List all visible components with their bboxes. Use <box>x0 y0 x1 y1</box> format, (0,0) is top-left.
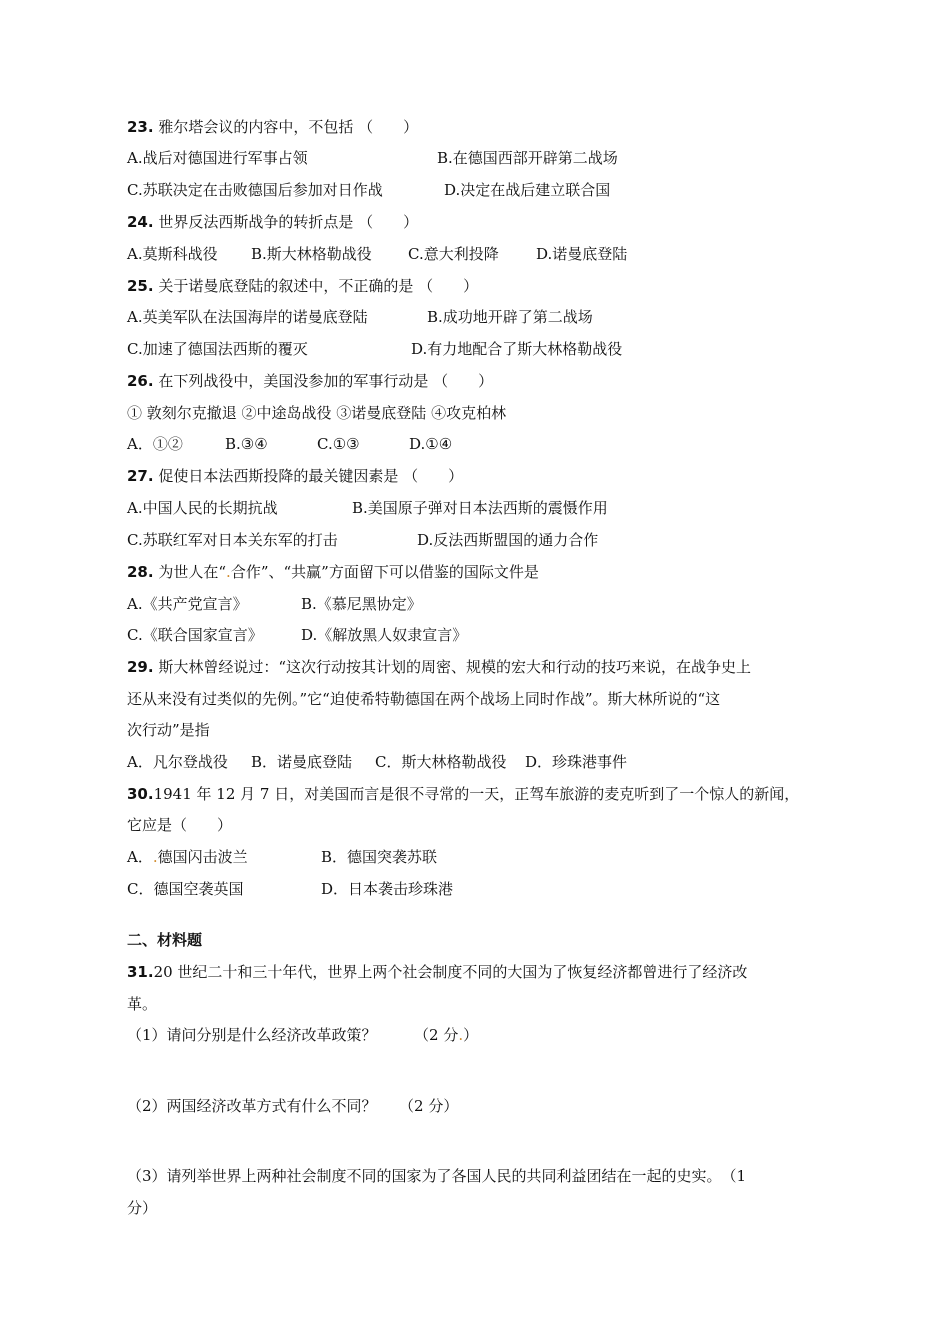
option-a-text: 德国闪击波兰 <box>157 848 248 866</box>
section-heading: 二、材料题 <box>127 931 203 949</box>
option-a: A.英美军队在法国海岸的诺曼底登陆 <box>127 308 368 326</box>
question-27-options-cd <box>127 530 598 550</box>
question-number: 27. <box>127 467 154 485</box>
option-b: B.③④ <box>225 435 268 453</box>
question-28-stem <box>127 562 539 582</box>
question-number: 24. <box>127 213 154 231</box>
question-number: 26. <box>127 372 154 390</box>
question-text: 促使日本法西斯投降的最关键因素是 （ ） <box>158 467 464 485</box>
option-a: A．凡尔登战役 <box>127 753 228 771</box>
option-d: D.反法西斯盟国的通力合作 <box>417 531 599 549</box>
question-25-options-cd <box>127 339 622 359</box>
question-text-start: 为世人在“ <box>158 563 227 581</box>
question-31-sub-3-line-1: （3）请列举世界上两种社会制度不同的国家为了各国人民的共同利益团结在一起的史实。 （1 <box>127 1167 747 1185</box>
option-b: B.成功地开辟了第二战场 <box>427 308 593 326</box>
option-a: A.战后对德国进行军事占领 <box>127 149 308 167</box>
sub-question-text: （1）请问分别是什么经济改革政策？ （2 分 <box>127 1026 459 1044</box>
question-text: 1941 年 12 月 7 日，对美国而言是很不寻常的一天，正驾车旅游的麦克听到了一个惊人的新闻， <box>153 785 800 803</box>
option-c: C．德国空袭英国 <box>127 880 244 898</box>
question-text: 20 世纪二十和三十年代，世界上两个社会制度不同的大国为了恢复经济都曾进行了经济改 <box>153 963 748 981</box>
question-number: 31. <box>127 963 154 981</box>
option-d: D.有力地配合了斯大林格勒战役 <box>411 340 623 358</box>
question-31-sub-2: （2）两国经济改革方式有什么不同？ （2 分） <box>127 1097 459 1115</box>
option-c: C.《联合国家宣言》 <box>127 626 263 644</box>
question-29-stem-line-2: 还从来没有过类似的先例。”它“迫使希特勒德国在两个战场上同时作战”。斯大林所说的“这 <box>127 690 721 708</box>
option-a: A.中国人民的长期抗战 <box>127 499 278 517</box>
option-c: C．斯大林格勒战役 <box>375 753 507 771</box>
question-31-sub-3-line-2: 分） <box>127 1199 158 1217</box>
question-30-options-cd <box>127 879 453 899</box>
question-28-options-ab <box>127 594 422 614</box>
question-30-options-ab <box>127 847 437 867</box>
option-d: D.决定在战后建立联合国 <box>444 181 611 199</box>
question-23-stem <box>127 117 418 137</box>
question-text-end: 合作”、“共赢”方面留下可以借鉴的国际文件是 <box>230 563 539 581</box>
question-24-options <box>127 244 627 264</box>
option-a: A.莫斯科战役 <box>127 245 218 263</box>
question-number: 30. <box>127 785 154 803</box>
question-text: 雅尔塔会议的内容中，不包括 （ ） <box>158 118 419 136</box>
option-b: B.在德国西部开辟第二战场 <box>437 149 618 167</box>
question-text: 斯大林曾经说过：“这次行动按其计划的周密、规模的宏大和行动的技巧来说，在战争史上 <box>158 658 752 676</box>
question-31-sub-1 <box>127 1025 478 1045</box>
question-25-options-ab <box>127 307 593 327</box>
option-d: D.《解放黑人奴隶宣言》 <box>301 626 468 644</box>
question-28-options-cd <box>127 625 467 645</box>
question-29-stem-line-1 <box>127 657 751 677</box>
question-number: 25. <box>127 277 154 295</box>
stray-dot-mark: . <box>152 848 158 866</box>
option-a <box>127 847 321 867</box>
stray-dot-mark: . <box>458 1026 464 1044</box>
question-23-options-ab <box>127 148 618 168</box>
question-27-options-ab <box>127 498 608 518</box>
question-26-options <box>127 434 452 454</box>
question-number: 23. <box>127 118 154 136</box>
question-30-stem-line-2: 它应是（ ） <box>127 816 233 834</box>
option-b: B.《慕尼黑协定》 <box>301 595 422 613</box>
option-c: C.意大利投降 <box>408 245 499 263</box>
option-a: A．①② <box>127 435 183 453</box>
question-number: 29. <box>127 658 154 676</box>
option-d: D.诺曼底登陆 <box>536 245 628 263</box>
sub-question-end: ） <box>463 1026 479 1044</box>
question-29-options <box>127 752 627 772</box>
question-29-stem-line-3: 次行动”是指 <box>127 721 210 739</box>
question-26-stem <box>127 371 493 391</box>
option-b: B.美国原子弹对日本法西斯的震慑作用 <box>352 499 608 517</box>
option-b: B.斯大林格勒战役 <box>251 245 372 263</box>
option-c: C.苏联决定在击败德国后参加对日作战 <box>127 181 383 199</box>
question-23-options-cd <box>127 180 610 200</box>
question-25-stem <box>127 276 478 296</box>
question-24-stem <box>127 212 418 232</box>
question-text: 在下列战役中，美国没参加的军事行动是 （ ） <box>158 372 494 390</box>
option-d: D．珍珠港事件 <box>525 753 628 771</box>
question-text: 世界反法西斯战争的转折点是 （ ） <box>158 213 419 231</box>
option-c: C.①③ <box>317 435 360 453</box>
option-d: D.①④ <box>409 435 453 453</box>
option-b: B．诺曼底登陆 <box>251 753 353 771</box>
option-b: B．德国突袭苏联 <box>321 848 438 866</box>
question-text: 关于诺曼底登陆的叙述中，不正确的是 （ ） <box>158 277 479 295</box>
option-c: C.苏联红军对日本关东军的打击 <box>127 531 338 549</box>
question-30-stem-line-1 <box>127 784 799 804</box>
option-a: A.《共产党宣言》 <box>127 595 248 613</box>
option-a-prefix: A． <box>127 848 153 866</box>
stray-dot-mark: . <box>226 563 231 581</box>
question-number: 28. <box>127 563 154 581</box>
option-d: D．日本袭击珍珠港 <box>321 880 454 898</box>
question-31-stem-line-1 <box>127 962 747 982</box>
question-31-stem-line-2: 革。 <box>127 995 158 1013</box>
question-27-stem <box>127 466 463 486</box>
question-26-items: ① 敦刻尔克撤退 ②中途岛战役 ③诺曼底登陆 ④攻克柏林 <box>127 404 507 422</box>
option-c: C.加速了德国法西斯的覆灭 <box>127 340 308 358</box>
